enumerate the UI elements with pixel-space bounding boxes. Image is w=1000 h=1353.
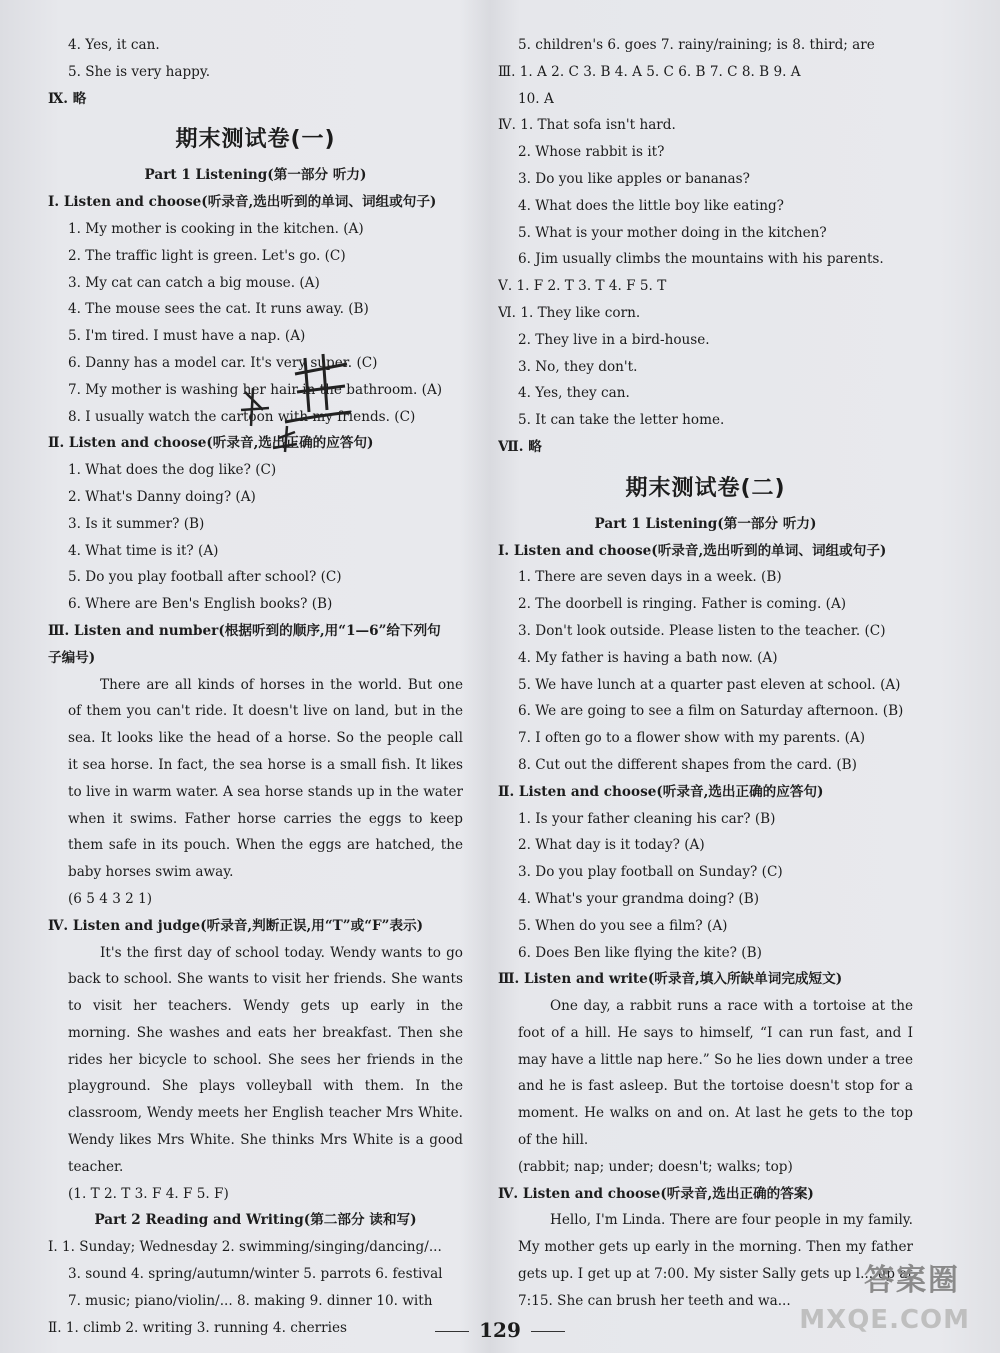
passage-text: Hello, I'm Linda. There are four people in my family. My mother gets up early in the morning. Then my father gets up. I get up at 7:00. My sister Sally gets up l... up at 7:15. She can brush her teeth and wa... [518,1212,913,1309]
list-item: 3. Do you like apples or bananas? [518,170,750,187]
section-header: Ⅶ. 略 [498,438,542,455]
list-item: 1. There are seven days in a week. (B) [518,569,782,586]
list-item: 5. It can take the letter home. [518,412,725,429]
section-header: Ⅰ. Listen and choose(听录音,选出听到的单词、词组或句子) [498,542,887,559]
list-item: 6. Where are Ben's English books? (B) [68,596,333,613]
list-item: 3. Do you play football on Sunday? (C) [518,864,783,881]
list-item: Ⅲ. 1. A 2. C 3. B 4. A 5. C 6. B 7. C 8. B 9. A [498,63,801,80]
part-heading: Part 1 Listening(第一部分 听力) [594,515,817,532]
part-heading: Part 2 Reading and Writing(第二部分 读和写) [94,1212,417,1229]
list-item: 3. sound 4. spring/autumn/winter 5. parrots 6. festival [68,1266,443,1283]
list-item: 6. Jim usually climbs the mountains with his parents. [518,251,884,268]
list-item: 3. My cat can catch a big mouse. (A) [68,274,320,291]
test-title: 期末测试卷(二) [625,475,786,501]
section-header: Ⅳ. Listen and choose(听录音,选出正确的答案) [498,1185,814,1202]
passage-text: There are all kinds of horses in the world. But one of them you can't ride. It doesn't live on land, but in the sea. It looks like the head of a horse. So the people call it sea horse. In fact, the sea horse is a small fish. It likes to live in warm water. A sea horse stands up in the water when it swims. Father horse carries the eggs to keep them safe in its pouch. When the eggs are hatched, the baby horses swim away. [68,676,463,881]
list-item: 2. The traffic light is green. Let's go. (C) [68,247,346,264]
list-item: 1. My mother is cooking in the kitchen. (A) [68,220,364,237]
list-item: 5. We have lunch at a quarter past eleven at school. (A) [518,676,901,693]
list-item: 5. children's 6. goes 7. rainy/raining; is 8. third; are [518,37,875,53]
answer-key: (rabbit; nap; under; doesn't; walks; top) [518,1158,793,1175]
list-item: 2. Whose rabbit is it? [518,144,665,161]
section-header: Ⅳ. Listen and judge(听录音,判断正误,用“T”或“F”表示) [48,917,424,934]
answer-key: (6 5 4 3 2 1) [68,890,153,907]
list-item: 5. She is very happy. [68,63,211,80]
list-item: 2. They live in a bird-house. [518,331,710,348]
list-item: 4. What time is it? (A) [68,542,219,559]
answer-key: (1. T 2. T 3. F 4. F 5. F) [68,1185,229,1202]
section-header: Ⅲ. Listen and number(根据听到的顺序,用“1—6”给下列句 [48,622,441,639]
list-item: 5. What is your mother doing in the kitchen? [518,224,827,241]
dash-right [531,1331,565,1332]
list-item: 3. No, they don't. [518,358,638,375]
list-item: 2. What's Danny doing? (A) [68,488,256,505]
part-heading: Part 1 Listening(第一部分 听力) [144,167,367,184]
list-item: 5. When do you see a film? (A) [518,917,728,934]
list-item: 8. I usually watch the cartoon with my friends. (C) [68,408,416,425]
section-header: Ⅸ. 略 [48,90,87,107]
section-header: Ⅰ. Listen and choose(听录音,选出听到的单词、词组或句子) [48,194,437,211]
list-item: 6. We are going to see a film on Saturday afternoon. (B) [518,703,904,720]
list-item: Ⅳ. 1. That sofa isn't hard. [498,117,676,134]
section-header-cont: 子编号) [48,649,96,666]
list-item: 5. Do you play football after school? (C) [68,569,342,586]
passage-text: One day, a rabbit runs a race with a tortoise at the foot of a hill. He says to himself, “I can run fast, and I may have a little nap here.” So he lies down under a tree and he is fast asleep. But the tortoise doesn't stop for a moment. He walks on and on. At last he gets to the top of the hill. [518,998,913,1149]
list-item: 3. Don't look outside. Please listen to the teacher. (C) [518,622,886,639]
list-item: 4. What does the little boy like eating? [518,197,784,214]
list-item: 4. The mouse sees the cat. It runs away. (B) [68,301,369,318]
list-item: 2. The doorbell is ringing. Father is coming. (A) [518,596,847,613]
test-title: 期末测试卷(一) [175,127,336,153]
passage-text: It's the first day of school today. Wendy wants to go back to school. She wants to visit her friends. She wants to visit her teachers. Wendy gets up early in the morning. She washes and eats her breakfast. Then she rides her bicycle to school. She sees her friends in the playground. She plays volleyball with them. In the classroom, Wendy meets her English teacher Mrs White. Wendy likes Mrs White. She thinks Mrs White is a good teacher. [68,944,463,1175]
list-item: 4. What's your grandma doing? (B) [518,890,760,907]
watermark-logo: 答案圈 [864,1263,960,1298]
dash-left [435,1331,469,1332]
list-item: 4. Yes, they can. [518,385,630,402]
watermark [799,1261,980,1341]
list-item: 7. music; piano/violin/... 8. making 9. dinner 10. with [68,1292,433,1309]
section-header: Ⅲ. Listen and write(听录音,填入所缺单词完成短文) [498,971,843,988]
list-item: 7. I often go to a flower show with my parents. (A) [518,730,866,747]
list-item: 6. Does Ben like flying the kite? (B) [518,944,762,961]
list-item: Ⅱ. 1. climb 2. writing 3. running 4. cherries [48,1319,348,1336]
page-number-text: 129 [479,1318,521,1342]
section-header: Ⅱ. Listen and choose(听录音,选出正确的应答句) [48,435,374,452]
list-item: 4. Yes, it can. [68,37,160,53]
list-item: 7. My mother is washing her hair in the bathroom. (A) [68,381,443,398]
list-item: 1. What does the dog like? (C) [68,462,277,479]
handwritten-stamp-mark [235,352,355,462]
list-item: Ⅵ. 1. They like corn. [498,304,641,321]
left-column [48,32,463,1341]
list-item: 8. Cut out the different shapes from the card. (B) [518,756,857,773]
list-item: Ⅴ. 1. F 2. T 3. T 4. F 5. T [498,278,667,295]
list-item: 5. I'm tired. I must have a nap. (A) [68,328,306,345]
list-item: 10. A [518,90,554,107]
list-item: 4. My father is having a bath now. (A) [518,649,778,666]
watermark-site: MXQE.COM [799,1305,970,1335]
right-column [498,32,913,1315]
list-item: 6. Danny has a model car. It's very super. (C) [68,354,378,371]
section-header: Ⅱ. Listen and choose(听录音,选出正确的应答句) [498,783,824,800]
list-item: Ⅰ. 1. Sunday; Wednesday 2. swimming/singing/dancing/... [48,1239,442,1256]
list-item: 3. Is it summer? (B) [68,515,205,532]
list-item: 2. What day is it today? (A) [518,837,705,854]
list-item: 1. Is your father cleaning his car? (B) [518,810,776,827]
